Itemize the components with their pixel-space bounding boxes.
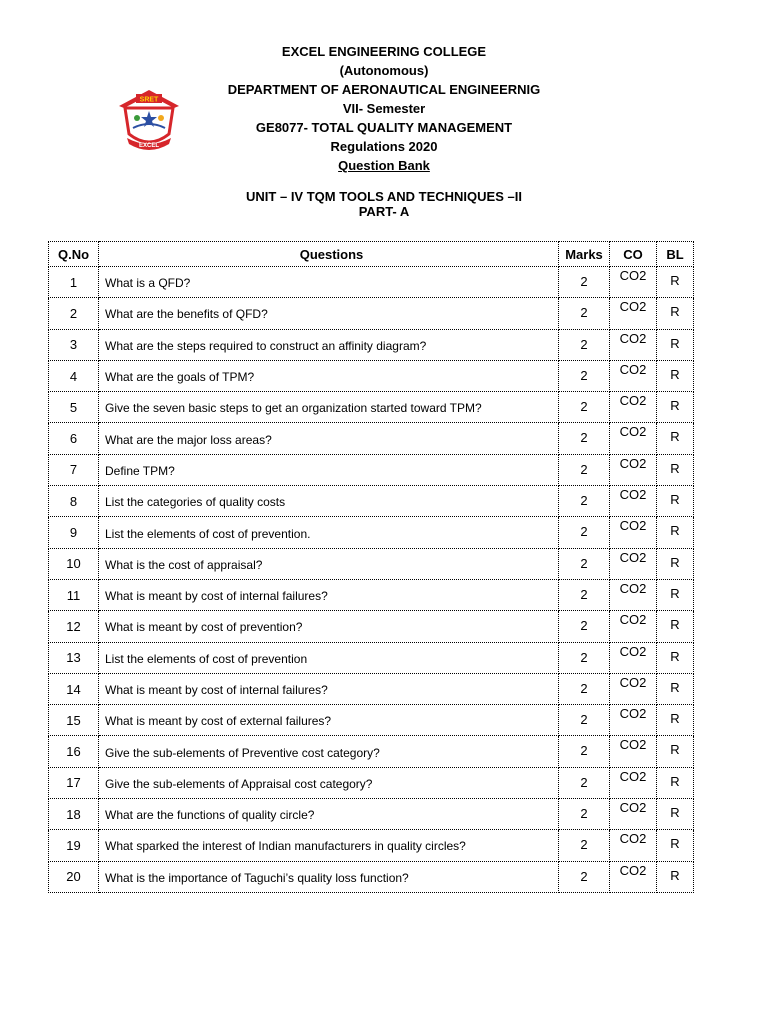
co-cell: CO2 bbox=[610, 548, 657, 579]
marks-cell: 2 bbox=[559, 579, 610, 610]
co-cell: CO2 bbox=[610, 267, 657, 298]
table-row bbox=[49, 329, 694, 360]
question-number: 15 bbox=[49, 705, 99, 736]
co-cell: CO2 bbox=[610, 799, 657, 830]
marks-cell: 2 bbox=[559, 360, 610, 391]
table-row bbox=[49, 642, 694, 673]
header-co: CO bbox=[610, 242, 657, 267]
bl-cell: R bbox=[657, 579, 694, 610]
question-number: 18 bbox=[49, 799, 99, 830]
doc-type-label: Question Bank bbox=[338, 158, 430, 173]
question-text: What is meant by cost of external failures? bbox=[99, 705, 559, 736]
question-number: 1 bbox=[49, 267, 99, 298]
table-row bbox=[49, 767, 694, 798]
question-text: Give the seven basic steps to get an organization started toward TPM? bbox=[99, 392, 559, 423]
co-cell: CO2 bbox=[610, 454, 657, 485]
co-cell: CO2 bbox=[610, 579, 657, 610]
question-number: 13 bbox=[49, 642, 99, 673]
marks-cell: 2 bbox=[559, 736, 610, 767]
question-text: What are the steps required to construct an affinity diagram? bbox=[99, 329, 559, 360]
question-text: What are the functions of quality circle? bbox=[99, 799, 559, 830]
marks-cell: 2 bbox=[559, 548, 610, 579]
table-row bbox=[49, 611, 694, 642]
department-name: DEPARTMENT OF AERONAUTICAL ENGINEERNIG bbox=[227, 82, 541, 97]
question-number: 17 bbox=[49, 767, 99, 798]
question-text: List the categories of quality costs bbox=[99, 486, 559, 517]
logo-top-text: SRET bbox=[139, 96, 159, 104]
bl-cell: R bbox=[657, 548, 694, 579]
table-row bbox=[49, 861, 694, 892]
table-row bbox=[49, 517, 694, 548]
bl-cell: R bbox=[657, 673, 694, 704]
question-text: What are the goals of TPM? bbox=[99, 360, 559, 391]
co-cell: CO2 bbox=[610, 611, 657, 642]
table-row bbox=[49, 267, 694, 298]
autonomous-label: (Autonomous) bbox=[339, 63, 429, 78]
regulations-label: Regulations 2020 bbox=[330, 139, 438, 154]
bl-cell: R bbox=[657, 830, 694, 861]
bl-cell: R bbox=[657, 360, 694, 391]
co-cell: CO2 bbox=[610, 392, 657, 423]
question-number: 8 bbox=[49, 486, 99, 517]
table-row bbox=[49, 736, 694, 767]
table-row bbox=[49, 392, 694, 423]
bl-cell: R bbox=[657, 298, 694, 329]
table-row bbox=[49, 454, 694, 485]
question-text: List the elements of cost of prevention bbox=[99, 642, 559, 673]
bl-cell: R bbox=[657, 642, 694, 673]
unit-heading bbox=[0, 189, 768, 219]
marks-cell: 2 bbox=[559, 705, 610, 736]
co-cell: CO2 bbox=[610, 767, 657, 798]
co-cell: CO2 bbox=[610, 736, 657, 767]
marks-cell: 2 bbox=[559, 298, 610, 329]
question-number: 2 bbox=[49, 298, 99, 329]
table-header-row bbox=[49, 242, 694, 267]
marks-cell: 2 bbox=[559, 486, 610, 517]
question-number: 12 bbox=[49, 611, 99, 642]
header-bl: BL bbox=[657, 242, 694, 267]
marks-cell: 2 bbox=[559, 392, 610, 423]
marks-cell: 2 bbox=[559, 799, 610, 830]
bl-cell: R bbox=[657, 767, 694, 798]
marks-cell: 2 bbox=[559, 767, 610, 798]
question-number: 6 bbox=[49, 423, 99, 454]
bl-cell: R bbox=[657, 861, 694, 892]
table-row bbox=[49, 830, 694, 861]
marks-cell: 2 bbox=[559, 611, 610, 642]
question-text: What are the benefits of QFD? bbox=[99, 298, 559, 329]
marks-cell: 2 bbox=[559, 673, 610, 704]
question-number: 9 bbox=[49, 517, 99, 548]
table-row bbox=[49, 548, 694, 579]
question-text: Give the sub-elements of Appraisal cost category? bbox=[99, 767, 559, 798]
college-logo bbox=[113, 84, 185, 156]
table-row bbox=[49, 673, 694, 704]
co-cell: CO2 bbox=[610, 830, 657, 861]
marks-cell: 2 bbox=[559, 423, 610, 454]
part-label: PART- A bbox=[358, 204, 410, 219]
question-number: 4 bbox=[49, 360, 99, 391]
co-cell: CO2 bbox=[610, 329, 657, 360]
question-number: 14 bbox=[49, 673, 99, 704]
co-cell: CO2 bbox=[610, 673, 657, 704]
header-qno: Q.No bbox=[49, 242, 99, 267]
marks-cell: 2 bbox=[559, 454, 610, 485]
question-text: What are the major loss areas? bbox=[99, 423, 559, 454]
question-text: List the elements of cost of prevention. bbox=[99, 517, 559, 548]
question-text: What is meant by cost of prevention? bbox=[99, 611, 559, 642]
bl-cell: R bbox=[657, 329, 694, 360]
semester-label: VII- Semester bbox=[342, 101, 426, 116]
bl-cell: R bbox=[657, 799, 694, 830]
unit-title: UNIT – IV TQM TOOLS AND TECHNIQUES –II bbox=[246, 189, 522, 204]
co-cell: CO2 bbox=[610, 360, 657, 391]
question-number: 16 bbox=[49, 736, 99, 767]
question-number: 3 bbox=[49, 329, 99, 360]
header-questions: Questions bbox=[99, 242, 559, 267]
marks-cell: 2 bbox=[559, 267, 610, 298]
question-text: What is the cost of appraisal? bbox=[99, 548, 559, 579]
marks-cell: 2 bbox=[559, 642, 610, 673]
bl-cell: R bbox=[657, 611, 694, 642]
table-body bbox=[49, 267, 694, 893]
question-text: Give the sub-elements of Preventive cost category? bbox=[99, 736, 559, 767]
bl-cell: R bbox=[657, 486, 694, 517]
question-number: 11 bbox=[49, 579, 99, 610]
table-row bbox=[49, 486, 694, 517]
bl-cell: R bbox=[657, 736, 694, 767]
question-text: What is the importance of Taguchi’s quality loss function? bbox=[99, 861, 559, 892]
co-cell: CO2 bbox=[610, 705, 657, 736]
question-text: What is meant by cost of internal failures? bbox=[99, 579, 559, 610]
marks-cell: 2 bbox=[559, 517, 610, 548]
bl-cell: R bbox=[657, 392, 694, 423]
logo-bottom-text: EXCEL bbox=[138, 143, 160, 149]
bl-cell: R bbox=[657, 423, 694, 454]
table-row bbox=[49, 799, 694, 830]
table-row bbox=[49, 360, 694, 391]
question-number: 19 bbox=[49, 830, 99, 861]
question-table bbox=[48, 241, 694, 893]
table-row bbox=[49, 705, 694, 736]
question-text: What is a QFD? bbox=[99, 267, 559, 298]
co-cell: CO2 bbox=[610, 517, 657, 548]
header-marks: Marks bbox=[559, 242, 610, 267]
marks-cell: 2 bbox=[559, 861, 610, 892]
question-number: 20 bbox=[49, 861, 99, 892]
table-row bbox=[49, 579, 694, 610]
bl-cell: R bbox=[657, 454, 694, 485]
course-title: GE8077- TOTAL QUALITY MANAGEMENT bbox=[255, 120, 513, 135]
bl-cell: R bbox=[657, 267, 694, 298]
table-row bbox=[49, 298, 694, 329]
college-name: EXCEL ENGINEERING COLLEGE bbox=[281, 44, 487, 59]
table-row bbox=[49, 423, 694, 454]
co-cell: CO2 bbox=[610, 298, 657, 329]
co-cell: CO2 bbox=[610, 861, 657, 892]
co-cell: CO2 bbox=[610, 642, 657, 673]
bl-cell: R bbox=[657, 517, 694, 548]
bl-cell: R bbox=[657, 705, 694, 736]
marks-cell: 2 bbox=[559, 329, 610, 360]
question-number: 5 bbox=[49, 392, 99, 423]
question-text: What is meant by cost of internal failures? bbox=[99, 673, 559, 704]
question-text: Define TPM? bbox=[99, 454, 559, 485]
question-number: 7 bbox=[49, 454, 99, 485]
co-cell: CO2 bbox=[610, 486, 657, 517]
question-number: 10 bbox=[49, 548, 99, 579]
co-cell: CO2 bbox=[610, 423, 657, 454]
question-text: What sparked the interest of Indian manufacturers in quality circles? bbox=[99, 830, 559, 861]
marks-cell: 2 bbox=[559, 830, 610, 861]
